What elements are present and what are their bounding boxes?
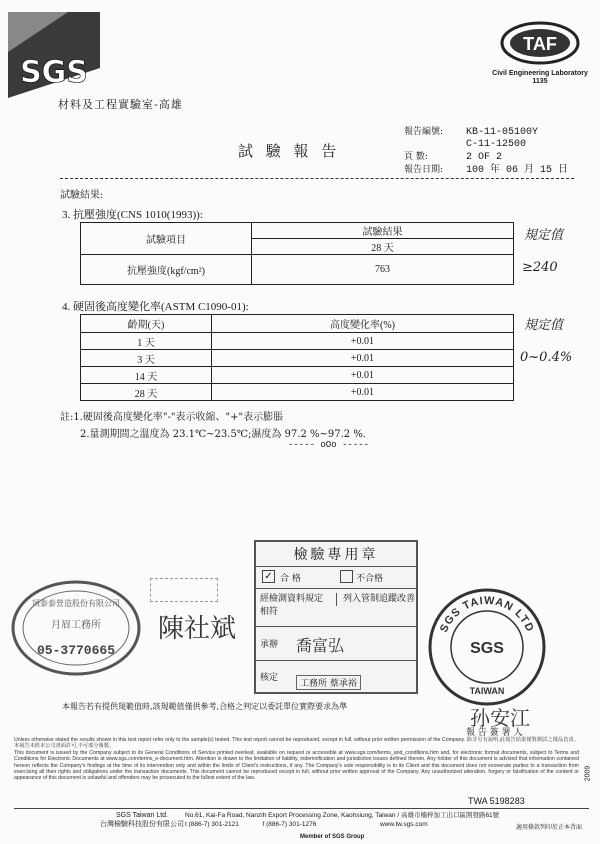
handwritten-spec-3: 規定值 — [524, 228, 564, 243]
web: www.tw.sgs.com — [379, 821, 428, 828]
end-mark: ----- oOo ----- — [288, 440, 370, 450]
improve-text: 列入管制追蹤改善 — [336, 593, 419, 606]
table-row — [81, 333, 514, 350]
report-number-1: KB-11-05100Y — [466, 127, 539, 138]
sgs-taiwan-seal — [426, 586, 548, 708]
stamp-phone: 05-3770665 — [36, 643, 116, 658]
taf-logo-text: TAF — [523, 34, 557, 54]
page-label: 頁 數: — [404, 152, 428, 162]
pass-label: 合 格 — [280, 574, 301, 584]
inspection-stamp — [254, 540, 418, 694]
address: No.61, Kai-Fa Road, Nanzih Export Processing Zone, Kaohsiung, Taiwan / 高雄市楠梓加工出口區開發路61號 — [185, 812, 500, 819]
table-row — [81, 384, 514, 401]
age-cell: 28 天 — [81, 384, 212, 401]
date-label: 報告日期: — [404, 165, 444, 175]
header-divider — [60, 178, 574, 179]
sgs-logo — [8, 12, 100, 98]
seal-ring-text: SGS TAIWAN LTD — [437, 594, 537, 635]
handwritten-range-4: 0~0.4% — [520, 350, 573, 365]
table-row — [81, 350, 514, 367]
col-age: 齡期(天) — [81, 315, 212, 333]
strength-value: 763 — [252, 255, 514, 285]
conform-text: 經檢測資料規定相符 — [260, 594, 324, 617]
col-item: 試驗項目 — [81, 223, 252, 255]
report-number-label: 報告編號: — [404, 127, 444, 137]
strength-label: 抗壓強度(kgf/cm²) — [81, 255, 252, 285]
taf-logo — [498, 18, 582, 68]
form-year: 2009 — [584, 765, 592, 782]
sgs-logo-text: SGS — [20, 55, 88, 90]
height-change-table — [80, 314, 514, 401]
small-stamp-box — [150, 578, 218, 602]
change-cell: +0.01 — [212, 384, 514, 401]
section3-title: 3. 抗壓強度(CNS 1010(1993)): — [62, 209, 203, 221]
approver-label: 核定 — [260, 673, 279, 683]
change-cell: +0.01 — [212, 350, 514, 367]
note-1: 註:1.硬固後高度變化率"-"表示收縮、"+"表示膨脹 — [60, 412, 284, 423]
stamp-title: 檢驗專用章 — [293, 547, 379, 563]
fail-label: 不合格 — [356, 574, 384, 584]
change-cell: +0.01 — [212, 333, 514, 350]
right-signature: 孙安江 — [470, 706, 530, 730]
member-label: Member of SGS Group — [300, 834, 365, 840]
fail-checkbox — [340, 570, 353, 583]
contractor-label: 承辦 — [260, 640, 279, 650]
serial-number: TWA 5198283 — [468, 796, 525, 806]
date-value: 100 年 06 月 15 日 — [466, 165, 569, 176]
stamp-company-name: 頂泰泰營造股份有限公司 — [32, 599, 120, 608]
taf-sub-label: Civil Engineering Laboratory — [492, 70, 588, 77]
lab-name: 材料及工程實驗室-高雄 — [58, 98, 183, 111]
handwritten-value-3: ≥240 — [522, 260, 558, 275]
footer-divider — [14, 808, 589, 809]
report-meta — [404, 126, 568, 177]
compressive-strength-table — [80, 222, 514, 285]
taf-accreditation — [488, 70, 592, 86]
fine-print-1: Unless otherwise stated the results shown in this test report refer only to the sample(s) tested. This test report cannot be reproduced, except in full, without prior written permission of the Company. 除非另有說明,此報告結果僅對測試之樣品負責。本報告未經本公司書面許可,不可部分複製。 — [14, 737, 579, 750]
fine-print-2: This document is issued by the Company subject to its General Conditions of Service printed overleaf, available on request or accessible at www.sgs.com/terms_and_conditions.htm and, for electronic format documents, subject to Terms and Conditions for Electronic Documents at www.sgs.com/terms_e-document.htm. Attention is drawn to the limitation of liability, indemnification and jurisdiction issues defined therein. Any holder of this document is advised that information contained hereon reflects the Company's findings at the time of its intervention only and within the limits of Client's instructions, if any. The Company's sole responsibility is to its Client and this document does not exonerate parties to a transaction from exercising all their rights and obligations under the transaction documents. This document cannot be reproduced except in full, without prior written approval of the Company. Any unauthorized alteration, forgery or falsification of the content or appearance of this document is unlawful and offenders may be prosecuted to the fullest extent of the law. — [14, 749, 579, 782]
note-2: 2.量測期間之溫度為 23.1℃~23.5℃;濕度為 97.2 %~97.2 %. — [80, 429, 367, 440]
fine-print — [14, 737, 579, 782]
stamp-dept: 月眉工務所 — [51, 620, 101, 631]
company-stamp — [10, 578, 142, 678]
col-result: 試驗結果 — [252, 223, 514, 239]
handwritten-spec-4: 規定值 — [524, 318, 564, 333]
age-cell: 14 天 — [81, 367, 212, 384]
taf-number: 1135 — [532, 78, 548, 85]
seal-bottom-text: TAIWAN — [469, 686, 505, 696]
age-cell: 28 天 — [252, 239, 514, 255]
footer-address — [185, 811, 499, 829]
table-row — [81, 367, 514, 384]
contractor-signature: 喬富弘 — [296, 636, 345, 655]
signer-label: 報 告 簽 署 人 — [466, 728, 523, 738]
pass-checkbox: ✓ — [262, 570, 275, 583]
col-change: 高度變化率(%) — [212, 315, 514, 333]
age-cell: 1 天 — [81, 333, 212, 350]
seal-center-text: SGS — [470, 640, 504, 657]
report-number-2: C-11-12500 — [466, 139, 527, 150]
change-cell: +0.01 — [212, 367, 514, 384]
footer-company — [100, 811, 184, 829]
copy-note: 適用條款列印於正本背面 — [516, 824, 583, 831]
approver-stamp: 工務所 蔡承裕 — [296, 675, 361, 690]
section4-title: 4. 硬固後高度變化率(ASTM C1090-01): — [62, 301, 249, 313]
company-en: SGS Taiwan Ltd. — [115, 812, 168, 819]
disclaimer: 本報告若有提供規範值時,該規範值僅供參考,合格之判定以委託單位實際要求為準 — [62, 702, 348, 711]
tel: t (886-7) 301-2121 — [185, 821, 239, 828]
company-zh: 台灣檢驗科技股份有限公司 — [100, 821, 184, 828]
results-heading: 試驗結果: — [60, 190, 104, 201]
page-value: 2 OF 2 — [466, 152, 503, 163]
report-title: 試 驗 報 告 — [238, 142, 341, 160]
age-cell: 3 天 — [81, 350, 212, 367]
fax: f (886-7) 301-1276 — [262, 821, 317, 828]
left-signature: 陳社斌 — [158, 614, 237, 644]
